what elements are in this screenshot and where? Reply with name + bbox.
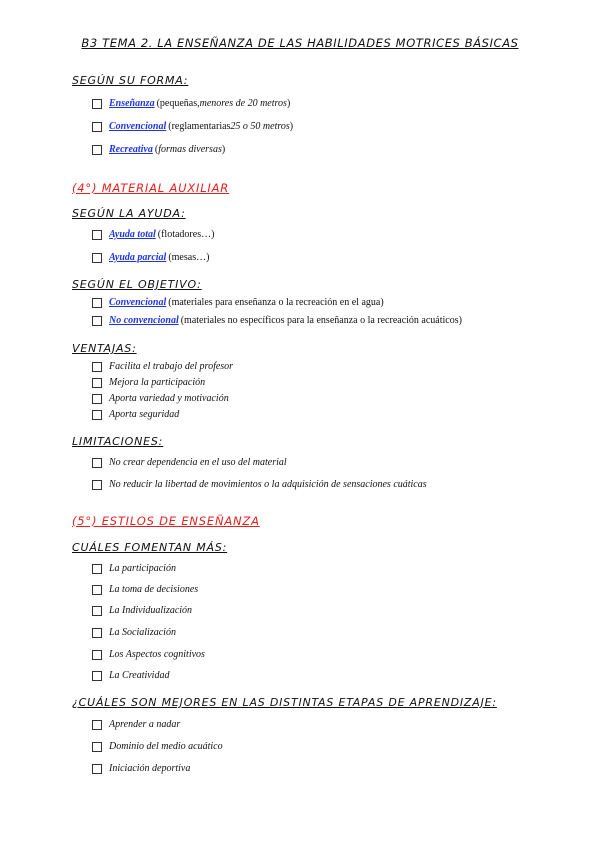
checkbox[interactable] [92, 628, 102, 638]
list-item[interactable]: La participación [92, 563, 176, 574]
list-item[interactable]: Los Aspectos cognitivos [92, 649, 205, 660]
checkbox[interactable] [92, 410, 102, 420]
checkbox[interactable] [92, 99, 102, 109]
heading-objetivo: SEGÚN EL OBJETIVO: [72, 278, 202, 291]
heading-limitaciones: LIMITACIONES: [72, 435, 164, 448]
list-item[interactable]: La Individualización [92, 605, 192, 616]
list-item[interactable]: Recreativa ( formas diversas ) [92, 144, 225, 155]
checkbox[interactable] [92, 720, 102, 730]
checkbox[interactable] [92, 650, 102, 660]
list-item[interactable]: La Creatividad [92, 670, 169, 681]
list-item[interactable]: Aporta seguridad [92, 409, 179, 420]
checkbox[interactable] [92, 362, 102, 372]
list-item[interactable]: Iniciación deportiva [92, 763, 190, 774]
checkbox[interactable] [92, 458, 102, 468]
checkbox[interactable] [92, 145, 102, 155]
page-title: B3 TEMA 2. LA ENSEÑANZA DE LAS HABILIDADES MOTRICES BÁSICAS [81, 36, 519, 50]
heading-ventajas: VENTAJAS: [72, 342, 137, 355]
list-item[interactable]: Enseñanza (pequeñas, menores de 20 metros ) [92, 98, 290, 109]
list-item[interactable]: Ayuda total (flotadores…) [92, 229, 214, 240]
list-item[interactable]: La Socialización [92, 627, 176, 638]
checkbox[interactable] [92, 564, 102, 574]
list-item[interactable]: Aprender a nadar [92, 719, 180, 730]
list-item[interactable]: No reducir la libertad de movimientos o la adquisición de sensaciones cuáticas [92, 479, 427, 490]
list-item[interactable]: Dominio del medio acuático [92, 741, 223, 752]
list-item[interactable]: La toma de decisiones [92, 584, 198, 595]
checkbox[interactable] [92, 230, 102, 240]
list-item[interactable]: Convencional (materiales para enseñanza o la recreación en el agua) [92, 297, 384, 308]
list-item[interactable]: No convencional (materiales no específicos para la enseñanza o la recreación acuáticos) [92, 315, 462, 326]
checkbox[interactable] [92, 298, 102, 308]
list-item[interactable]: No crear dependencia en el uso del material [92, 457, 287, 468]
heading-ayuda: SEGÚN LA AYUDA: [72, 207, 186, 220]
list-item[interactable]: Ayuda parcial (mesas…) [92, 252, 209, 263]
heading-etapas: ¿CUÁLES SON MEJORES EN LAS DISTINTAS ETAPAS DE APRENDIZAJE: [72, 696, 497, 709]
checkbox[interactable] [92, 122, 102, 132]
checkbox[interactable] [92, 764, 102, 774]
heading-estilos: (5°) ESTILOS DE ENSEÑANZA [72, 514, 260, 528]
checkbox[interactable] [92, 480, 102, 490]
checkbox[interactable] [92, 394, 102, 404]
checkbox[interactable] [92, 253, 102, 263]
list-item[interactable]: Aporta variedad y motivación [92, 393, 229, 404]
heading-fomentan: CUÁLES FOMENTAN MÁS: [72, 541, 228, 554]
checkbox[interactable] [92, 671, 102, 681]
list-item[interactable]: Convencional (reglamentarias 25 o 50 metros ) [92, 121, 293, 132]
heading-material-auxiliar: (4°) MATERIAL AUXILIAR [72, 181, 230, 195]
checkbox[interactable] [92, 316, 102, 326]
checkbox[interactable] [92, 585, 102, 595]
checkbox[interactable] [92, 606, 102, 616]
heading-forma: SEGÚN SU FORMA: [72, 74, 189, 87]
list-item[interactable]: Mejora la participación [92, 377, 205, 388]
checkbox[interactable] [92, 378, 102, 388]
checkbox[interactable] [92, 742, 102, 752]
list-item[interactable]: Facilita el trabajo del profesor [92, 361, 233, 372]
